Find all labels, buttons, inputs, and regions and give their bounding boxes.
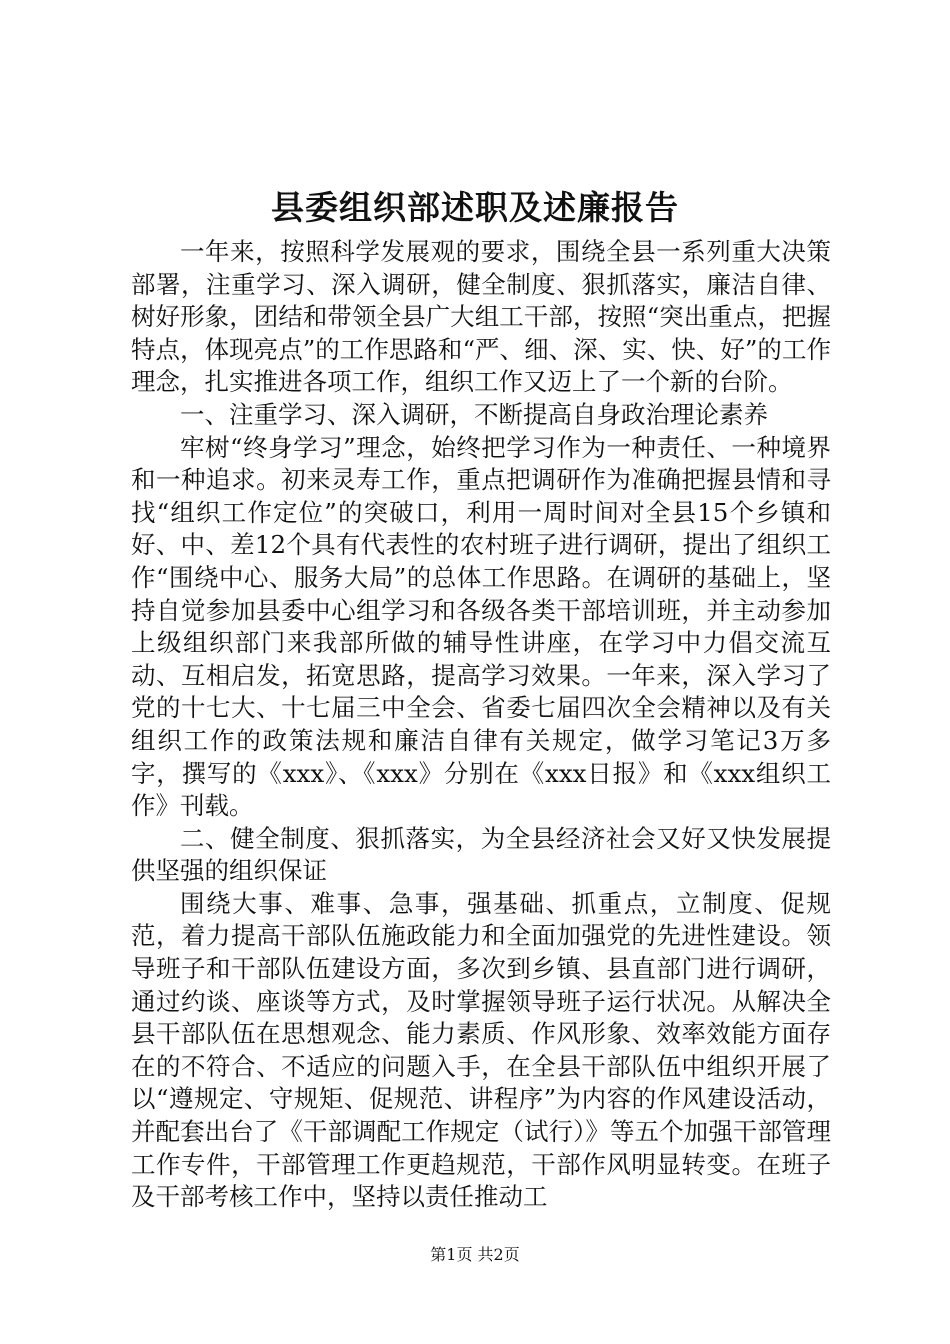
paragraph-section-2: 围绕大事、难事、急事，强基础、抓重点，立制度、促规范，着力提高干部队伍施政能力和全面加强党的先进性建设。领导班子和干部队伍建设方面，多次到乡镇、县直部门进行调研，通过约谈、座谈等方式，及时掌握领导班子运行状况。从解决全县干部队伍在思想观念、能力素质、作风形象、效率效能方面存在的不符合、不适应的问题入手，在全县干部队伍中组织开展了以“遵规定、守规矩、促规范、讲程序”为内容的作风建设活动，并配套出台了《干部调配工作规定（试行）》等五个加强干部管理工作专件，干部管理工作更趋规范，干部作风明显转变。在班子及干部考核工作中，坚持以责任推动工	[131, 888, 831, 1212]
paragraph-section-1: 牢树“终身学习”理念，始终把学习作为一种责任、一种境界和一种追求。初来灵寿工作，重点把调研作为准确把握县情和寻找“组织工作定位”的突破口，利用一周时间对全县15个乡镇和好、中、差12个具有代表性的农村班子进行调研，提出了组织工作“围绕中心、服务大局”的总体工作思路。在调研的基础上，坚持自觉参加县委中心组学习和各级各类干部培训班，并主动参加上级组织部门来我部所做的辅导性讲座，在学习中力倡交流互动、互相启发，拓宽思路，提高学习效果。一年来，深入学习了党的十七大、十七届三中全会、省委七届四次全会精神以及有关组织工作的政策法规和廉洁自律有关规定，做学习笔记3万多字，撰写的《xxx》、《xxx》分别在《xxx日报》和《xxx组织工作》刊载。	[131, 432, 831, 821]
page-title: 县委组织部述职及述廉报告	[271, 188, 679, 227]
section-heading-2: 二、健全制度、狠抓落实，为全县经济社会又好又快发展提供坚强的组织保证	[131, 823, 831, 886]
page-footer: 第1页 共2页	[430, 1245, 520, 1264]
paragraph-intro: 一年来，按照科学发展观的要求，围绕全县一系列重大决策部署，注重学习、深入调研，健全制度、狠抓落实，廉洁自律、树好形象，团结和带领全县广大组工干部，按照“突出重点，把握特点，体现亮点”的工作思路和“严、细、深、实、快、好”的工作理念，扎实推进各项工作，组织工作又迈上了一个新的台阶。	[131, 237, 831, 397]
section-heading-1: 一、注重学习、深入调研，不断提高自身政治理论素养	[180, 399, 768, 429]
document-body	[131, 236, 831, 1214]
